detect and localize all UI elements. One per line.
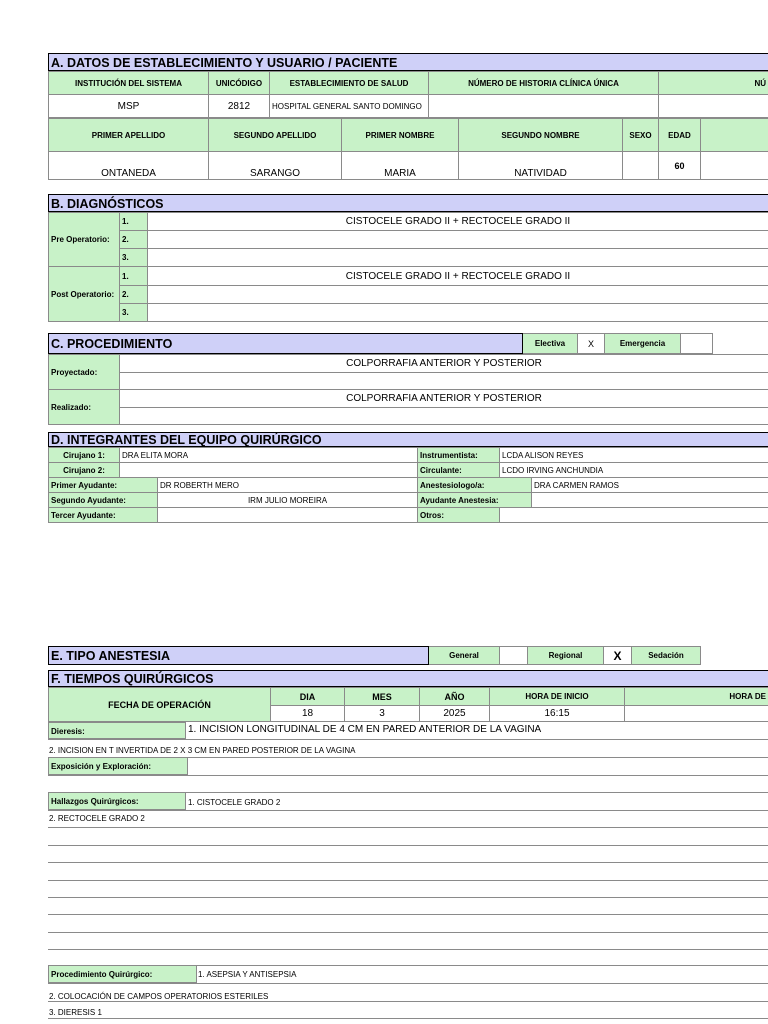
pre-num-1: 1. (120, 213, 148, 231)
section-e-title: E. TIPO ANESTESIA (49, 647, 429, 665)
post-diagnosis-3 (148, 304, 768, 322)
age-value: 60 (659, 152, 701, 180)
number-value (659, 95, 768, 118)
institution-value: MSP (49, 95, 209, 118)
post-diagnosis-2 (148, 286, 768, 304)
dieresis-line-2: 2. INCISION EN T INVERTIDA DE 2 X 3 CM EN PARED POSTERIOR DE LA VAGINA (49, 746, 356, 755)
circulante-label: Circulante: (418, 463, 500, 478)
section-a-title: A. DATOS DE ESTABLECIMIENTO Y USUARIO / PACIENTE (48, 53, 768, 71)
procedimiento-line-1: 1. ASEPSIA Y ANTISEPSIA (198, 970, 297, 979)
age-header: EDAD (659, 119, 701, 152)
dia-value: 18 (271, 706, 345, 722)
pre-diagnosis-1: CISTOCELE GRADO II + RECTOCELE GRADO II (148, 213, 768, 231)
general-label: General (429, 647, 500, 665)
post-diagnosis-1: CISTOCELE GRADO II + RECTOCELE GRADO II (148, 267, 768, 286)
section-c-title: C. PROCEDIMIENTO (49, 334, 523, 354)
otros-value (500, 508, 768, 523)
hora-fin-value (625, 706, 768, 722)
second-name-value: NATIVIDAD (459, 152, 623, 180)
tercer-ayudante-label: Tercer Ayudante: (49, 508, 158, 523)
section-d (48, 432, 768, 523)
dia-header: DIA (271, 688, 345, 706)
pre-diagnosis-2 (148, 231, 768, 249)
extra-value (701, 152, 768, 180)
procedure-table (48, 354, 768, 425)
procedimiento-line-3: 3. DIERESIS 1 (49, 1008, 102, 1017)
hallazgos-line-1: 1. CISTOCELE GRADO 2 (188, 798, 281, 807)
first-name-value: MARIA (342, 152, 459, 180)
post-op-label: Post Operatorio: (49, 267, 120, 322)
mes-value: 3 (345, 706, 420, 722)
dieresis-line-1: 1. INCISION LONGITUDINAL DE 4 CM EN PARED ANTERIOR DE LA VAGINA (188, 724, 542, 735)
institution-header: INSTITUCIÓN DEL SISTEMA (49, 72, 209, 95)
proyectado-value: COLPORRAFIA ANTERIOR Y POSTERIOR (120, 355, 768, 373)
dieresis-label: Dieresis: (48, 722, 186, 739)
cirujano1-label: Cirujano 1: (49, 448, 120, 463)
section-b-title: B. DIAGNÓSTICOS (48, 194, 768, 212)
emergencia-label: Emergencia (605, 334, 681, 354)
pre-op-label: Pre Operatorio: (49, 213, 120, 267)
section-d-title: D. INTEGRANTES DEL EQUIPO QUIRÚRGICO (48, 432, 768, 447)
circulante-value: LCDO IRVING ANCHUNDIA (500, 463, 768, 478)
otros-label: Otros: (418, 508, 500, 523)
sex-value (623, 152, 659, 180)
procedimiento-label: Procedimiento Quirúrgico: (48, 965, 197, 983)
instrumentista-label: Instrumentista: (418, 448, 500, 463)
section-b (48, 194, 768, 322)
segundo-ayudante-label: Segundo Ayudante: (49, 493, 158, 508)
electiva-label: Electiva (523, 334, 578, 354)
sex-header: SEXO (623, 119, 659, 152)
anestesiologo-label: Anestesiologo/a: (418, 478, 532, 493)
procedimiento-line-2: 2. COLOCACIÓN DE CAMPOS OPERATORIOS ESTERILES (49, 992, 269, 1001)
section-e (48, 646, 768, 665)
hora-inicio-value: 16:15 (490, 706, 625, 722)
cirujano2-value (120, 463, 418, 478)
ayudante-anestesia-value (532, 493, 768, 508)
regional-mark: X (604, 647, 632, 665)
post-num-2: 2. (120, 286, 148, 304)
patient-table (48, 71, 768, 118)
first-surname-value: ONTANEDA (49, 152, 209, 180)
cirujano1-value: DRA ELITA MORA (120, 448, 418, 463)
tercer-ayudante-value (158, 508, 418, 523)
patient-name-table (48, 118, 768, 180)
unicode-header: UNICÓDIGO (209, 72, 270, 95)
second-surname-header: SEGUNDO APELLIDO (209, 119, 342, 152)
post-num-1: 1. (120, 267, 148, 286)
realizado-value: COLPORRAFIA ANTERIOR Y POSTERIOR (120, 390, 768, 408)
anestesiologo-value: DRA CARMEN RAMOS (532, 478, 768, 493)
team-table (48, 447, 768, 523)
diagnosis-table (48, 212, 768, 322)
segundo-ayudante-value: IRM JULIO MOREIRA (158, 493, 418, 508)
fecha-operacion-label: FECHA DE OPERACIÓN (49, 688, 271, 722)
hora-inicio-header: HORA DE INICIO (490, 688, 625, 706)
hallazgos-line-2: 2. RECTOCELE GRADO 2 (49, 814, 145, 823)
mes-header: MES (345, 688, 420, 706)
hallazgos-label: Hallazgos Quirúrgicos: (48, 792, 186, 810)
number-header: NÚ (659, 72, 768, 95)
establishment-header: ESTABLECIMIENTO DE SALUD (270, 72, 429, 95)
section-c (48, 333, 768, 425)
clinical-history-value (429, 95, 659, 118)
unicode-value: 2812 (209, 95, 270, 118)
post-num-3: 3. (120, 304, 148, 322)
second-surname-value: SARANGO (209, 152, 342, 180)
clinical-history-header: NÚMERO DE HISTORIA CLÍNICA ÚNICA (429, 72, 659, 95)
first-name-header: PRIMER NOMBRE (342, 119, 459, 152)
section-a (48, 53, 768, 180)
second-name-header: SEGUNDO NOMBRE (459, 119, 623, 152)
anio-value: 2025 (420, 706, 490, 722)
pre-num-2: 2. (120, 231, 148, 249)
first-surname-header: PRIMER APELLIDO (49, 119, 209, 152)
primer-ayudante-value: DR ROBERTH MERO (158, 478, 418, 493)
anio-header: AÑO (420, 688, 490, 706)
ayudante-anestesia-label: Ayudante Anestesia: (418, 493, 532, 508)
electiva-mark: X (578, 334, 605, 354)
pre-num-3: 3. (120, 249, 148, 267)
sedacion-label: Sedación (632, 647, 701, 665)
proyectado-label: Proyectado: (49, 355, 120, 390)
extra-header (701, 119, 768, 152)
anesthesia-table (48, 646, 768, 665)
general-mark (500, 647, 528, 665)
primer-ayudante-label: Primer Ayudante: (49, 478, 158, 493)
procedure-header-table (48, 333, 768, 354)
establishment-value: HOSPITAL GENERAL SANTO DOMINGO (270, 95, 429, 118)
instrumentista-value: LCDA ALISON REYES (500, 448, 768, 463)
section-f (48, 670, 768, 722)
exposicion-label: Exposición y Exploración: (48, 757, 188, 775)
hora-fin-header: HORA DE (625, 688, 768, 706)
emergencia-mark (681, 334, 713, 354)
regional-label: Regional (528, 647, 604, 665)
cirujano2-label: Cirujano 2: (49, 463, 120, 478)
pre-diagnosis-3 (148, 249, 768, 267)
times-table (48, 687, 768, 722)
section-f-title: F. TIEMPOS QUIRÚRGICOS (48, 670, 768, 687)
realizado-label: Realizado: (49, 390, 120, 425)
